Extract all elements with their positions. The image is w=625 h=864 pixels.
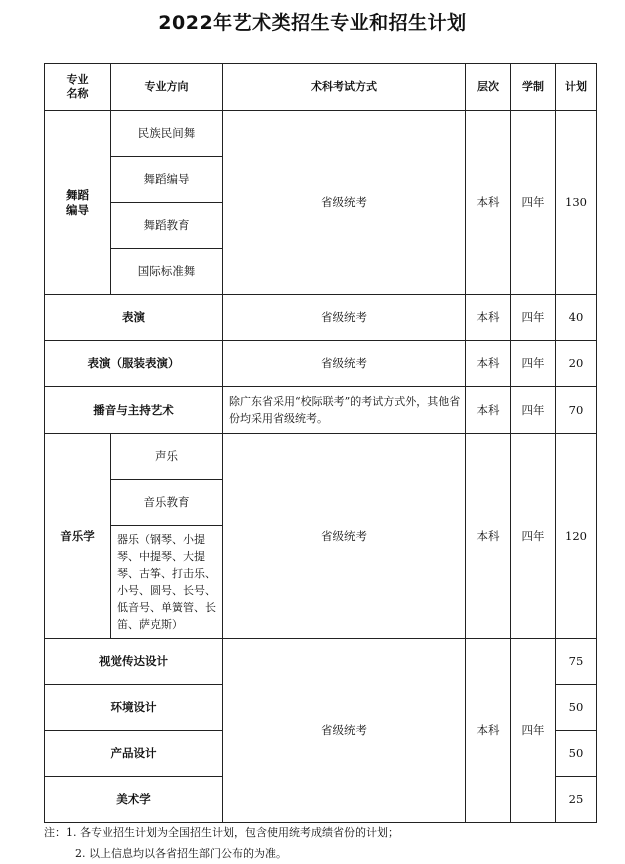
footnote-2: 2. 以上信息均以各省招生部门公布的为准。 (75, 847, 287, 860)
major-name-broadcast: 播音与主持艺术 (45, 387, 223, 434)
plan-cell: 120 (556, 434, 597, 639)
major-name-environment: 环境设计 (45, 685, 223, 731)
plan-cell: 50 (556, 731, 597, 777)
level-cell: 本科 (466, 639, 511, 823)
table-row (45, 111, 597, 157)
exam-cell: 省级统考 (223, 434, 466, 639)
major-name-acting-fashion: 表演（服装表演） (45, 341, 223, 387)
table-row (45, 341, 597, 387)
direction-cell: 器乐（钢琴、小提琴、中提琴、大提琴、古筝、打击乐、小号、圆号、长号、低音号、单簧管、长笛、萨克斯） (111, 526, 223, 639)
table-row (45, 387, 597, 434)
level-cell: 本科 (466, 434, 511, 639)
direction-cell: 舞蹈编导 (111, 157, 223, 203)
header-major: 专业 名称 (45, 64, 111, 111)
major-name-visual: 视觉传达设计 (45, 639, 223, 685)
duration-cell: 四年 (511, 434, 556, 639)
level-cell: 本科 (466, 341, 511, 387)
direction-cell: 民族民间舞 (111, 111, 223, 157)
duration-cell: 四年 (511, 295, 556, 341)
table-row (45, 434, 597, 480)
page-title: 2022年艺术类招生专业和招生计划 (158, 12, 467, 34)
plan-cell: 40 (556, 295, 597, 341)
direction-cell: 国际标准舞 (111, 249, 223, 295)
plan-cell: 70 (556, 387, 597, 434)
exam-cell: 省级统考 (223, 295, 466, 341)
level-cell: 本科 (466, 111, 511, 295)
header-plan: 计划 (556, 64, 597, 111)
direction-cell: 音乐教育 (111, 480, 223, 526)
major-name-dance: 舞蹈 编导 (45, 111, 111, 295)
plan-cell: 50 (556, 685, 597, 731)
level-cell: 本科 (466, 295, 511, 341)
plan-cell: 20 (556, 341, 597, 387)
plan-cell: 130 (556, 111, 597, 295)
exam-cell: 除广东省采用“校际联考”的考试方式外，其他省份均采用省级统考。 (223, 387, 466, 434)
duration-cell: 四年 (511, 639, 556, 823)
level-cell: 本科 (466, 387, 511, 434)
header-exam: 术科考试方式 (223, 64, 466, 111)
exam-cell: 省级统考 (223, 341, 466, 387)
plan-cell: 75 (556, 639, 597, 685)
table-row (45, 639, 597, 685)
major-name-fine-arts: 美术学 (45, 777, 223, 823)
header-direction: 专业方向 (111, 64, 223, 111)
major-name-acting: 表演 (45, 295, 223, 341)
duration-cell: 四年 (511, 341, 556, 387)
direction-cell: 舞蹈教育 (111, 203, 223, 249)
duration-cell: 四年 (511, 387, 556, 434)
direction-cell: 声乐 (111, 434, 223, 480)
footnotes (44, 822, 604, 864)
major-name-product: 产品设计 (45, 731, 223, 777)
exam-cell: 省级统考 (223, 111, 466, 295)
major-name-music: 音乐学 (45, 434, 111, 639)
duration-cell: 四年 (511, 111, 556, 295)
header-duration: 学制 (511, 64, 556, 111)
header-level: 层次 (466, 64, 511, 111)
plan-cell: 25 (556, 777, 597, 823)
table-header-row (45, 64, 597, 111)
enrollment-plan-table (44, 63, 597, 823)
exam-cell: 省级统考 (223, 639, 466, 823)
footnote-1: 注：1. 各专业招生计划为全国招生计划，包含使用统考成绩省份的计划； (44, 826, 399, 839)
table-row (45, 295, 597, 341)
